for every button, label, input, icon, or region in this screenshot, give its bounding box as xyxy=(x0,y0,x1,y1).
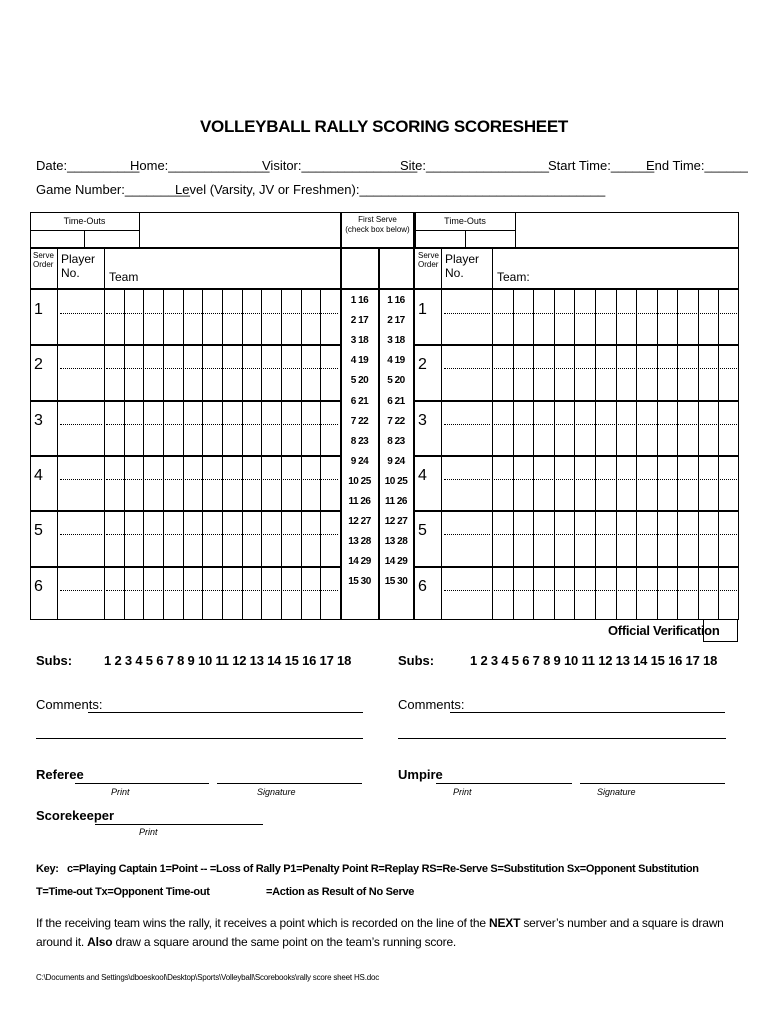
row-divider-right xyxy=(413,455,739,457)
key-line-1: Key: c=Playing Captain 1=Point -- =Loss of Rally P1=Penalty Point R=Replay RS=Re-Serve S=Substitution Sx=Opponent Substitution xyxy=(36,863,699,875)
serve-order-number-right: 2 xyxy=(418,356,427,373)
serve-order-number-right: 5 xyxy=(418,522,427,539)
key-line-2-a: T=Time-out Tx=Opponent Time-out xyxy=(36,886,210,898)
referee-signature-line[interactable] xyxy=(217,783,362,784)
running-score-left[interactable]: 1 16 xyxy=(350,295,369,306)
official-verification-box[interactable] xyxy=(703,620,738,642)
umpire-signature-line[interactable] xyxy=(580,783,725,784)
timeouts-right-label: Time-Outs xyxy=(444,216,486,226)
player-no-label-right: Player No. xyxy=(445,252,480,280)
team-score-line-right[interactable] xyxy=(494,534,737,535)
team-score-line-left[interactable] xyxy=(106,590,338,591)
team-score-line-right[interactable] xyxy=(494,313,737,314)
running-score-left[interactable]: 4 19 xyxy=(350,355,369,366)
start-time-field[interactable]: Start Time:______ xyxy=(548,158,655,173)
player-number-line-left[interactable] xyxy=(60,479,102,480)
comments-label-right: Comments: xyxy=(398,697,465,712)
team-score-line-right[interactable] xyxy=(494,479,737,480)
team-score-line-left[interactable] xyxy=(106,534,338,535)
first-serve-label: First Serve xyxy=(358,215,397,224)
player-number-line-right[interactable] xyxy=(444,590,490,591)
serve-order-number-left: 6 xyxy=(34,578,43,595)
referee-label: Referee xyxy=(36,767,84,782)
grid-col-right xyxy=(595,289,596,620)
team-score-line-right[interactable] xyxy=(494,424,737,425)
referee-print-line[interactable] xyxy=(75,783,209,784)
subs-label-left: Subs: xyxy=(36,653,73,668)
running-score-left[interactable]: 8 23 xyxy=(350,436,369,447)
grid-col-right xyxy=(718,289,719,620)
running-score-right[interactable]: 13 28 xyxy=(384,536,408,547)
official-verification-label: Official Verification xyxy=(608,623,720,638)
grid-col-right xyxy=(657,289,658,620)
running-score-right[interactable]: 9 24 xyxy=(387,456,405,467)
subs-label-right: Subs: xyxy=(398,653,435,668)
level-field[interactable]: Level (Varsity, JV or Freshmen):__________________________________ xyxy=(175,182,606,197)
running-score-right[interactable]: 10 25 xyxy=(384,476,408,487)
umpire-label: Umpire xyxy=(398,767,443,782)
player-number-line-right[interactable] xyxy=(444,534,490,535)
grid-col-left xyxy=(301,289,302,620)
running-score-left[interactable]: 7 22 xyxy=(350,416,369,427)
running-score-right[interactable]: 1 16 xyxy=(387,295,405,306)
running-score-right[interactable]: 5 20 xyxy=(387,375,405,386)
grid-col-left xyxy=(143,289,144,620)
running-score-right[interactable]: 14 29 xyxy=(384,556,408,567)
scorekeeper-line[interactable] xyxy=(95,824,263,825)
team-label-right: Team: xyxy=(497,270,530,284)
player-number-line-left[interactable] xyxy=(60,590,102,591)
running-score-right[interactable]: 6 21 xyxy=(387,396,405,407)
instruction-note: If the receiving team wins the rally, it receives a point which is recorded on the line of the NEXT server’s number and a square is drawn around it. Also draw a square around the same point on the team’s running score. xyxy=(36,916,724,949)
grid-col-left xyxy=(163,289,164,620)
row-divider-left xyxy=(30,566,341,568)
grid-col-right xyxy=(698,289,699,620)
header-bottom-divider xyxy=(30,288,739,290)
serve-order-number-right: 4 xyxy=(418,467,427,484)
row-divider-right xyxy=(413,344,739,346)
serve-order-label-right: Serve Order xyxy=(418,251,439,269)
timeouts-left-label: Time-Outs xyxy=(63,216,106,226)
header-divider xyxy=(30,247,739,249)
running-score-left[interactable]: 13 28 xyxy=(348,536,371,547)
grid-col-right xyxy=(574,289,575,620)
grid-col-right xyxy=(554,289,555,620)
game-number-field[interactable]: Game Number:_________ xyxy=(36,182,190,197)
team-score-line-left[interactable] xyxy=(106,368,338,369)
row-divider-left xyxy=(30,455,341,457)
page-title: VOLLEYBALL RALLY SCORING SCORESHEET xyxy=(200,117,568,136)
player-no-label-left: Player No. xyxy=(61,252,96,280)
team-score-line-right[interactable] xyxy=(494,368,737,369)
grid-col-left xyxy=(242,289,243,620)
grid-col-left xyxy=(124,289,125,620)
player-number-line-right[interactable] xyxy=(444,479,490,480)
grid-col-right xyxy=(636,289,637,620)
running-score-left[interactable]: 6 21 xyxy=(350,396,369,407)
grid-col-left xyxy=(281,289,282,620)
comments-line-right-2[interactable] xyxy=(398,738,726,739)
referee-print-caption: Print xyxy=(111,787,130,797)
player-number-line-right[interactable] xyxy=(444,368,490,369)
serve-order-number-left: 3 xyxy=(34,412,43,429)
row-divider-right xyxy=(413,566,739,568)
player-number-line-right[interactable] xyxy=(444,424,490,425)
team-label-left: Team xyxy=(109,270,139,284)
scorekeeper-print-caption: Print xyxy=(139,827,158,837)
grid-col-left xyxy=(222,289,223,620)
grid-col-right xyxy=(677,289,678,620)
grid-col-left xyxy=(183,289,184,620)
check-box-label: (check box below) xyxy=(345,225,410,234)
running-score-left[interactable]: 3 18 xyxy=(350,335,369,346)
file-path: C:\Documents and Settings\dboeskool\Desktop\Sports\Volleyball\Scorebooks\rally score sheet HS.doc xyxy=(36,973,380,982)
serve-order-number-right: 3 xyxy=(418,412,427,429)
scorekeeper-label: Scorekeeper xyxy=(36,808,115,823)
comments-line-right-1[interactable] xyxy=(450,712,725,713)
running-score-right[interactable]: 4 19 xyxy=(387,355,405,366)
running-score-left[interactable]: 5 20 xyxy=(350,375,369,386)
running-score-left[interactable]: 2 17 xyxy=(350,315,369,326)
player-number-line-left[interactable] xyxy=(60,534,102,535)
running-score-left[interactable]: 11 26 xyxy=(348,496,371,507)
serve-order-number-left: 5 xyxy=(34,522,43,539)
umpire-print-line[interactable] xyxy=(436,783,572,784)
row-divider-right xyxy=(413,510,739,512)
player-number-line-left[interactable] xyxy=(60,368,102,369)
team-score-line-right[interactable] xyxy=(494,590,737,591)
umpire-signature-caption: Signature xyxy=(597,787,636,797)
running-score-right[interactable]: 12 27 xyxy=(384,516,408,527)
running-score-left[interactable]: 14 29 xyxy=(348,556,371,567)
referee-signature-caption: Signature xyxy=(257,787,296,797)
site-field[interactable]: Site:_________________ xyxy=(400,158,549,173)
running-score-right[interactable]: 11 26 xyxy=(385,496,407,507)
serve-order-label-left: Serve Order xyxy=(33,251,54,269)
subs-numbers-right[interactable]: 1 2 3 4 5 6 7 8 9 10 11 12 13 14 15 16 17 18 xyxy=(470,653,718,668)
home-field[interactable]: Home:______________ xyxy=(130,158,270,173)
row-divider-right xyxy=(413,400,739,402)
row-divider-left xyxy=(30,510,341,512)
visitor-field[interactable]: Visitor:________________ xyxy=(262,158,418,173)
grid-col-right xyxy=(533,289,534,620)
row-divider-left xyxy=(30,344,341,346)
serve-order-number-left: 2 xyxy=(34,356,43,373)
running-score-right[interactable]: 7 22 xyxy=(387,416,405,427)
serve-order-number-right: 1 xyxy=(418,301,427,318)
date-field[interactable]: Date:__________ xyxy=(36,158,140,173)
comments-label-left: Comments: xyxy=(36,697,103,712)
subs-numbers-left[interactable]: 1 2 3 4 5 6 7 8 9 10 11 12 13 14 15 16 17 18 xyxy=(104,653,352,668)
grid-col-right xyxy=(513,289,514,620)
team-score-line-left[interactable] xyxy=(106,479,338,480)
running-score-left[interactable]: 15 30 xyxy=(348,576,371,587)
running-score-left[interactable]: 12 27 xyxy=(348,516,371,527)
running-score-right[interactable]: 8 23 xyxy=(387,436,405,447)
end-time-field[interactable]: End Time:______ xyxy=(646,158,748,173)
comments-line-left-1[interactable] xyxy=(88,712,363,713)
umpire-print-caption: Print xyxy=(453,787,472,797)
player-number-line-left[interactable] xyxy=(60,424,102,425)
team-score-line-left[interactable] xyxy=(106,424,338,425)
serve-order-number-left: 4 xyxy=(34,467,43,484)
running-score-right[interactable]: 3 18 xyxy=(387,335,405,346)
serve-order-number-right: 6 xyxy=(418,578,427,595)
player-number-line-right[interactable] xyxy=(444,313,490,314)
running-score-left[interactable]: 9 24 xyxy=(350,456,369,467)
team-score-line-left[interactable] xyxy=(106,313,338,314)
grid-col-left xyxy=(202,289,203,620)
row-divider-left xyxy=(30,400,341,402)
serve-order-number-left: 1 xyxy=(34,301,43,318)
running-score-left[interactable]: 10 25 xyxy=(348,476,371,487)
key-line-2-b: =Action as Result of No Serve xyxy=(266,886,415,898)
player-number-line-left[interactable] xyxy=(60,313,102,314)
running-score-right[interactable]: 15 30 xyxy=(384,576,408,587)
grid-col-right xyxy=(616,289,617,620)
comments-line-left-2[interactable] xyxy=(36,738,363,739)
grid-col-left xyxy=(320,289,321,620)
grid-col-left xyxy=(261,289,262,620)
running-score-right[interactable]: 2 17 xyxy=(387,315,405,326)
